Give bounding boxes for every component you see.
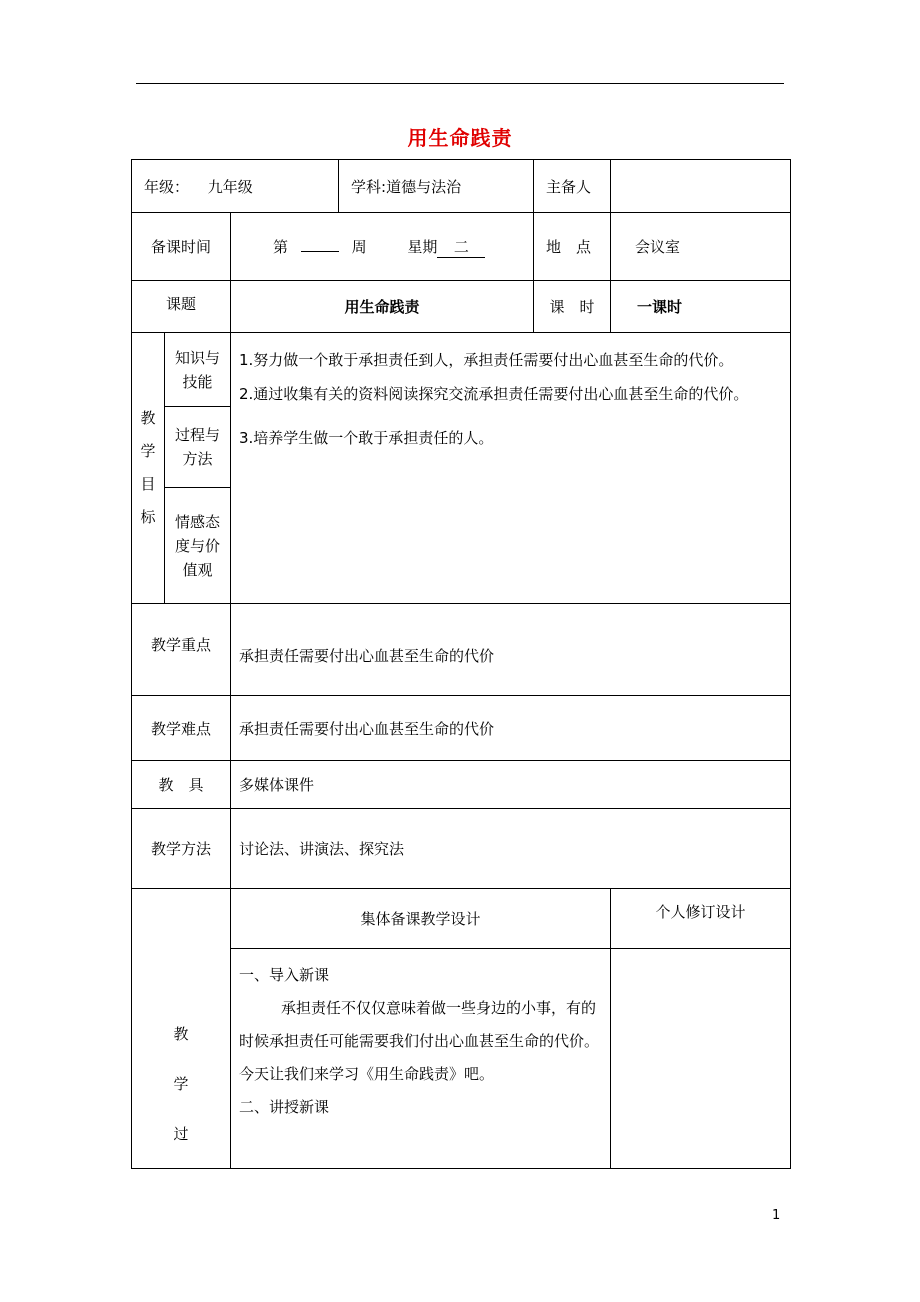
objective-item: 3.培养学生做一个敢于承担责任的人。 <box>239 429 494 447</box>
preparer-label: 主备人 <box>534 160 611 213</box>
collective-design-header: 集体备课教学设计 <box>231 889 611 949</box>
section-heading: 二、讲授新课 <box>239 1098 330 1116</box>
objective-item: 2.通过收集有关的资料阅读探究交流承担责任需要付出心血甚至生命的代价。 <box>239 385 749 403</box>
objective-category: 过程与方法 <box>165 407 231 488</box>
objective-category: 情感态度与价值观 <box>165 488 231 604</box>
topic-label: 课题 <box>132 281 231 333</box>
lesson-plan-table <box>131 159 791 1169</box>
intro-paragraph: 承担责任不仅仅意味着做一些身边的小事，有的时候承担责任可能需要我们付出心血甚至生命的代价。今天让我们来学习《用生命践责》吧。 <box>239 999 600 1083</box>
key-point-value: 承担责任需要付出心血甚至生命的代价 <box>231 604 791 696</box>
prep-time-label: 备课时间 <box>132 213 231 281</box>
period-value: 一课时 <box>611 281 791 333</box>
personal-design-content <box>611 949 791 1169</box>
objective-item: 1.努力做一个敢于承担责任到人，承担责任需要付出心血甚至生命的代价。 <box>239 351 734 369</box>
personal-design-header: 个人修订设计 <box>611 889 791 949</box>
tools-label: 教 具 <box>132 761 231 809</box>
tools-value: 多媒体课件 <box>231 761 791 809</box>
week-blank <box>301 251 339 252</box>
objectives-content <box>231 333 791 604</box>
header-rule <box>136 83 784 84</box>
page-number: 1 <box>772 1208 781 1223</box>
grade-cell <box>132 160 339 213</box>
methods-label: 教学方法 <box>132 809 231 889</box>
period-label: 课 时 <box>534 281 611 333</box>
section-heading: 一、导入新课 <box>239 966 330 984</box>
location-label: 地 点 <box>534 213 611 281</box>
weekday-value: 二 <box>437 236 485 258</box>
methods-value: 讨论法、讲演法、探究法 <box>231 809 791 889</box>
grade-label: 年级： <box>144 177 190 196</box>
location-value: 会议室 <box>611 213 791 281</box>
process-label: 教 学 过 <box>132 889 231 1169</box>
topic-value: 用生命践责 <box>231 281 534 333</box>
subject-cell: 学科:道德与法治 <box>339 160 534 213</box>
difficulty-value: 承担责任需要付出心血甚至生命的代价 <box>231 696 791 761</box>
page-title: 用生命践责 <box>407 126 513 150</box>
objectives-label: 教 学 目 标 <box>132 333 165 604</box>
preparer-value <box>611 160 791 213</box>
objective-category: 知识与技能 <box>165 333 231 407</box>
grade-value: 九年级 <box>207 177 253 196</box>
key-point-label: 教学重点 <box>132 604 231 696</box>
process-content <box>231 949 611 1169</box>
prep-time-value: 第 周 星期 二 <box>231 213 534 281</box>
difficulty-label: 教学难点 <box>132 696 231 761</box>
